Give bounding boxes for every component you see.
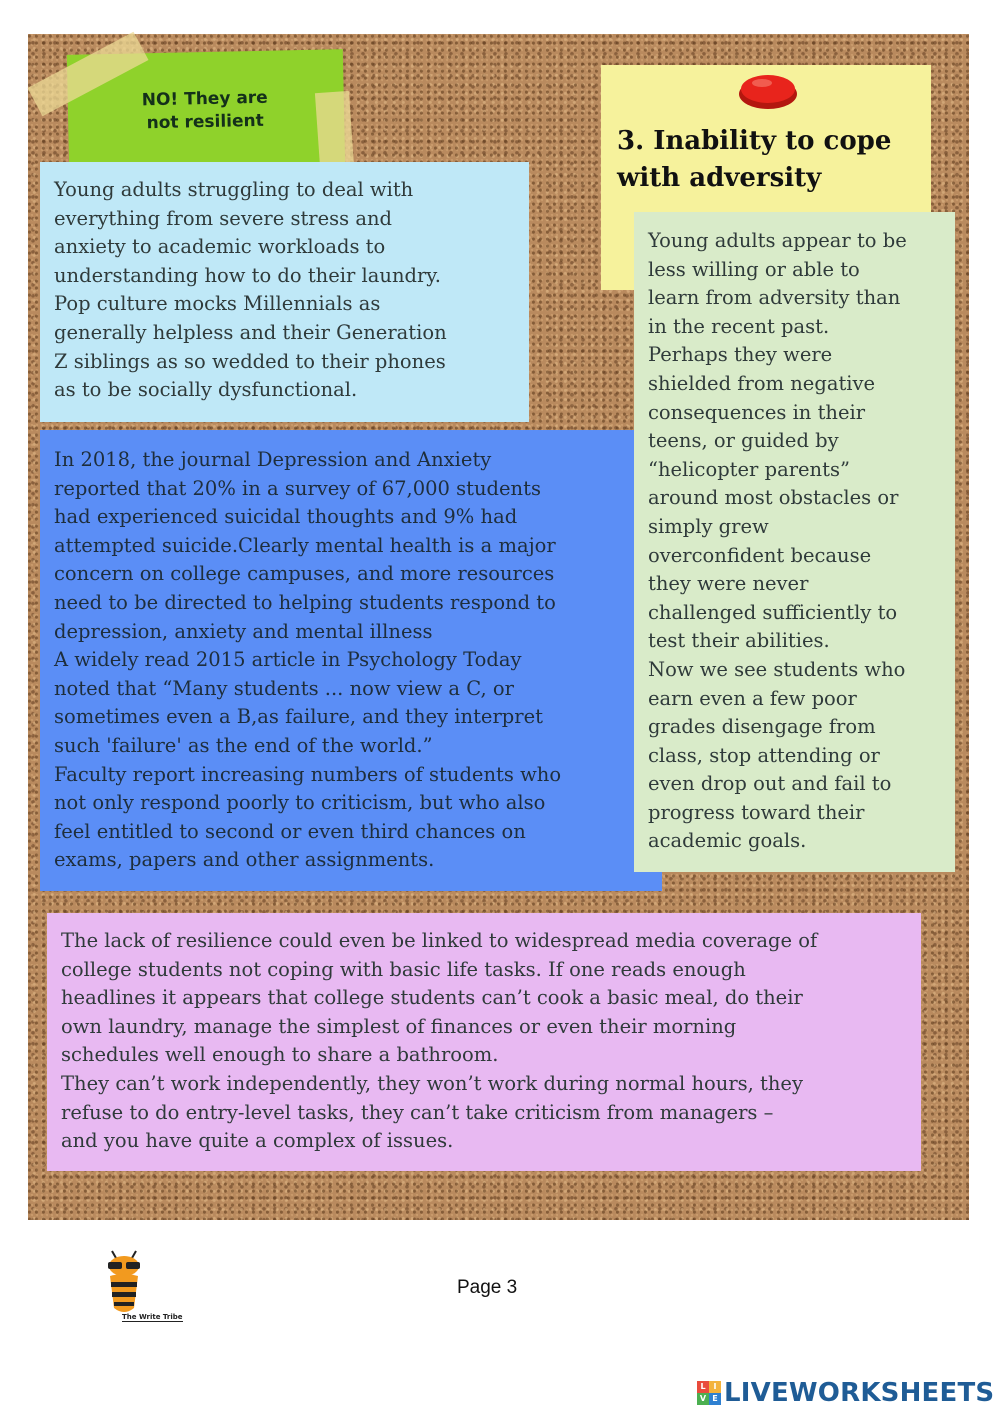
watermark-text: LIVEWORKSHEETS — [724, 1378, 995, 1408]
liveworksheets-logo-icon: L I V E — [697, 1381, 721, 1405]
section-heading: 3. Inability to cope with adversity — [617, 126, 892, 193]
adversity-note — [634, 212, 955, 872]
liveworksheets-watermark — [697, 1378, 994, 1408]
sticker-label: NO! They are not resilient — [141, 87, 268, 134]
page-number: Page 3 — [457, 1277, 518, 1298]
intro-text: Young adults struggling to deal with everything from severe stress and anxiety to academic workloads to understanding how to do their laundry. Pop culture mocks Millennials as generally helpless and their Generation Z siblings as so wedded to their phones as to be socially dysfunctional. — [54, 178, 447, 402]
adversity-text: Young adults appear to be less willing or able to learn from adversity than in the recent past. Perhaps they were shielded from negative consequences in their teens, or guided by “helicopter parents” around most obstacles or simply grew overconfident because they were never challenged sufficiently to test their abilities. Now we see students who earn even a few poor grades disengage from class, stop attending or even drop out and fail to progress toward their academic goals. — [648, 229, 907, 853]
intro-note — [40, 162, 529, 422]
media-text: The lack of resilience could even be linked to widespread media coverage of college students not coping with basic life tasks. If one reads enough headlines it appears that college students can’t cook a basic meal, do their own laundry, manage the simplest of finances or even their morning schedules well enough to share a bathroom. They can’t work independently, they won’t work during normal hours, they refuse to do entry-level tasks, they can’t take criticism from managers – and you have quite a complex of issues. — [61, 929, 818, 1153]
push-pin-icon — [738, 70, 798, 110]
brand-name: The Write Tribe — [122, 1313, 183, 1321]
statistics-note — [40, 430, 662, 891]
media-note — [47, 913, 921, 1171]
statistics-text: In 2018, the journal Depression and Anxiety reported that 20% in a survey of 67,000 students had experienced suicidal thoughts and 9% had attempted suicide.Clearly mental health is a major concern on college campuses, and more resources need to be directed to helping students respond to depression, anxiety and mental illness A widely read 2015 article in Psychology Today noted that “Many students ... now view a C, or sometimes even a B,as failure, and they interpret such 'failure' as the end of the world.” Faculty report increasing numbers of students who not only respond poorly to criticism, but who also feel entitled to second or even third chances on exams, papers and other assignments. — [54, 448, 562, 872]
bee-mascot-icon — [100, 1250, 150, 1316]
write-tribe-logo — [100, 1250, 210, 1328]
